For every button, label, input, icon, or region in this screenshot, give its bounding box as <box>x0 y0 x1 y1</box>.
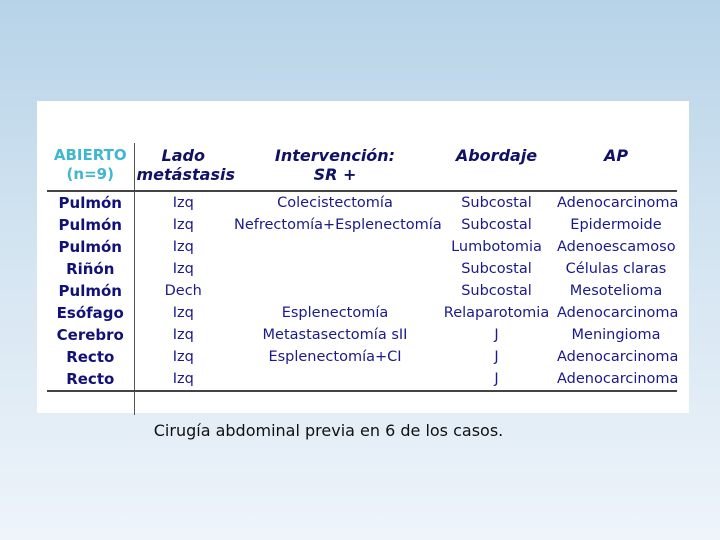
empty-cell <box>232 391 438 415</box>
pathology-cell: Mesotelioma <box>569 283 663 299</box>
header-lado <box>134 143 235 191</box>
intervention-cell: Metastasectomía sII <box>262 327 408 343</box>
side-cell: Izq <box>172 371 194 387</box>
side-cell: Izq <box>172 305 194 321</box>
intervention-cell <box>232 236 438 258</box>
header-lado-line2: metástasis <box>136 165 235 184</box>
header-abierto-line2: (n=9) <box>66 165 114 183</box>
approach-cell: Subcostal <box>461 283 532 299</box>
header-lado-line1: Lado <box>161 146 205 165</box>
pathology-cell: Células claras <box>565 261 667 277</box>
pathology-cell: Meningioma <box>571 327 661 343</box>
primary-site-cell: Recto <box>47 346 134 368</box>
intervention-cell: Colecistectomía <box>277 195 393 211</box>
table-row <box>47 258 677 280</box>
empty-cell <box>555 391 677 415</box>
table-row <box>47 302 677 324</box>
intervention-cell <box>232 258 438 280</box>
pathology-cell: Adenocarcinoma <box>557 349 679 365</box>
header-ap-line1: AP <box>603 146 629 165</box>
table-body <box>47 191 677 415</box>
table-row <box>47 214 677 236</box>
pathology-cell: Adenocarcinoma <box>557 305 679 321</box>
table-row <box>47 236 677 258</box>
primary-site-cell: Esófago <box>47 302 134 324</box>
side-cell: Izq <box>172 327 194 343</box>
primary-site-cell: Pulmón <box>47 236 134 258</box>
pathology-cell: Adenoescamoso <box>557 239 676 255</box>
intervention-cell <box>232 368 438 391</box>
table-row <box>47 280 677 302</box>
primary-site-cell: Pulmón <box>47 214 134 236</box>
approach-cell: J <box>494 371 499 387</box>
side-cell: Izq <box>172 261 194 277</box>
primary-site-cell: Pulmón <box>47 280 134 302</box>
intervention-cell: Nefrectomía+Esplenectomía <box>234 217 442 233</box>
metastasis-table <box>47 143 677 415</box>
table-header-row <box>47 143 677 191</box>
header-abordaje-line1: Abordaje <box>455 146 538 165</box>
intervention-cell: Esplenectomía <box>281 305 389 321</box>
approach-cell: J <box>494 349 499 365</box>
side-cell: Izq <box>172 217 194 233</box>
approach-cell: Lumbotomia <box>451 239 542 255</box>
header-abierto <box>47 143 134 191</box>
table-panel <box>37 101 689 413</box>
table-row <box>47 191 677 214</box>
primary-site-cell: Riñón <box>47 258 134 280</box>
intervention-cell <box>232 280 438 302</box>
side-cell: Izq <box>172 195 194 211</box>
pathology-cell: Epidermoide <box>570 217 662 233</box>
footnote: Cirugía abdominal previa en 6 de los casos. <box>153 421 504 440</box>
header-ap <box>555 143 677 191</box>
approach-cell: Relaparotomia <box>443 305 550 321</box>
table-row <box>47 346 677 368</box>
side-cell: Dech <box>164 283 202 299</box>
empty-cell <box>47 391 134 415</box>
empty-cell <box>438 391 555 415</box>
header-intervencion-line1: Intervención: <box>274 146 396 165</box>
empty-cell <box>134 391 232 415</box>
approach-cell: J <box>494 327 499 343</box>
side-cell: Izq <box>172 239 194 255</box>
table-empty-row <box>47 391 677 415</box>
approach-cell: Subcostal <box>461 261 532 277</box>
header-abordaje <box>438 143 555 191</box>
table-row <box>47 324 677 346</box>
pathology-cell: Adenocarcinoma <box>557 371 679 387</box>
pathology-cell: Adenocarcinoma <box>557 195 679 211</box>
approach-cell: Subcostal <box>461 195 532 211</box>
side-cell: Izq <box>172 349 194 365</box>
intervention-cell: Esplenectomía+CI <box>268 349 402 365</box>
header-intervencion-line2: SR + <box>313 165 357 184</box>
primary-site-cell: Cerebro <box>47 324 134 346</box>
primary-site-cell: Pulmón <box>47 191 134 214</box>
primary-site-cell: Recto <box>47 368 134 391</box>
approach-cell: Subcostal <box>461 217 532 233</box>
header-intervencion <box>232 143 438 191</box>
header-abierto-line1: ABIERTO <box>53 146 127 164</box>
table-row <box>47 368 677 391</box>
